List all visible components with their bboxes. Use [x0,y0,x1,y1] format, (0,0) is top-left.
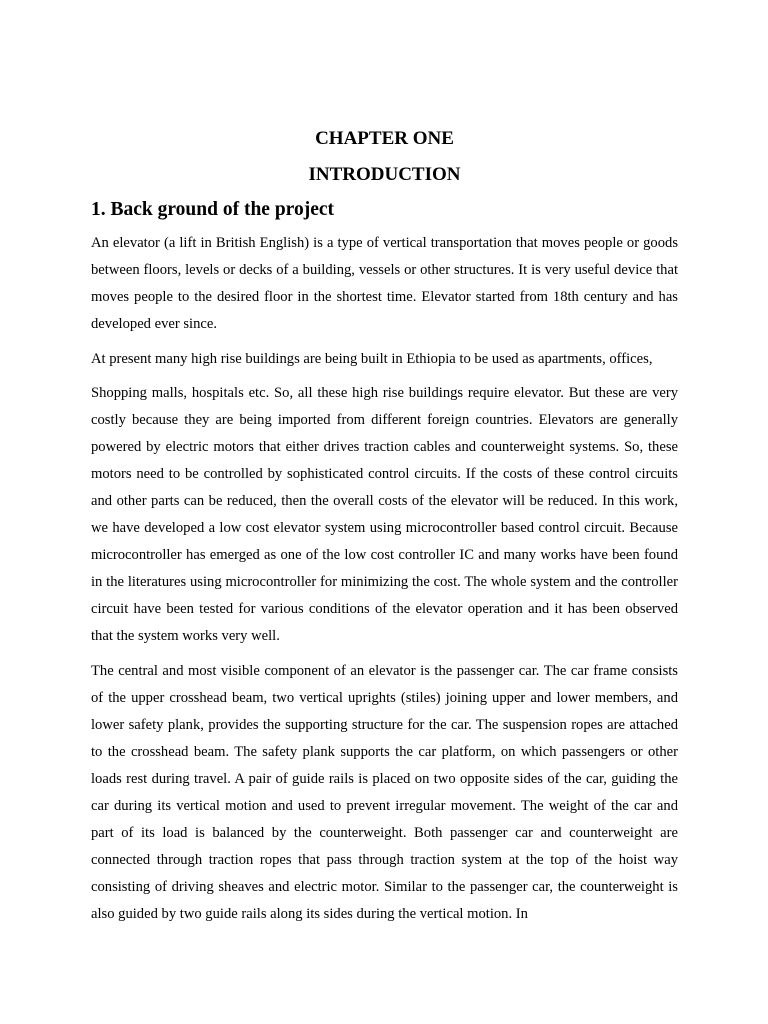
paragraph-elevator-definition: An elevator (a lift in British English) is a type of vertical transportation that moves people or goods between floors, levels or decks of a building, vessels or other structures. It is very useful device that moves people to the desired floor in the shortest time. Elevator started from 18th century and has developed ever since. [91,235,678,332]
chapter-title: CHAPTER ONE [315,128,454,149]
section-heading: 1. Back ground of the project [91,199,335,220]
paragraph-ethiopia-buildings: At present many high rise buildings are being built in Ethiopia to be used as apartments, offices, [91,351,653,367]
paragraph-passenger-car: The central and most visible component of an elevator is the passenger car. The car frame consists of the upper crosshead beam, two vertical uprights (stiles) joining upper and lower members, and lower safety plank, provides the supporting structure for the car. The suspension ropes are attached to the crosshead beam. The safety plank supports the car platform, on which passengers or other loads rest during travel. A pair of guide rails is placed on two opposite sides of the car, guiding the car during its vertical motion and used to prevent irregular movement. The weight of the car and part of its load is balanced by the counterweight. Both passenger car and counterweight are connected through traction ropes that pass through traction system at the top of the hoist way consisting of driving sheaves and electric motor. Similar to the passenger car, the counterweight is also guided by two guide rails along its sides during the vertical motion. In [91,663,678,922]
chapter-subtitle: INTRODUCTION [308,164,461,185]
paragraph-cost-microcontroller: Shopping malls, hospitals etc. So, all these high rise buildings require elevator. But these are very costly because they are being imported from different foreign countries. Elevators are generally powered by electric motors that either drives traction cables and counterweight systems. So, these motors need to be controlled by sophisticated control circuits. If the costs of these control circuits and other parts can be reduced, then the overall costs of the elevator will be reduced. In this work, we have developed a low cost elevator system using microcontroller based control circuit. Because microcontroller has emerged as one of the low cost controller IC and many works have been found in the literatures using microcontroller for minimizing the cost. The whole system and the controller circuit have been tested for various conditions of the elevator operation and it has been observed that the system works very well. [91,385,678,644]
